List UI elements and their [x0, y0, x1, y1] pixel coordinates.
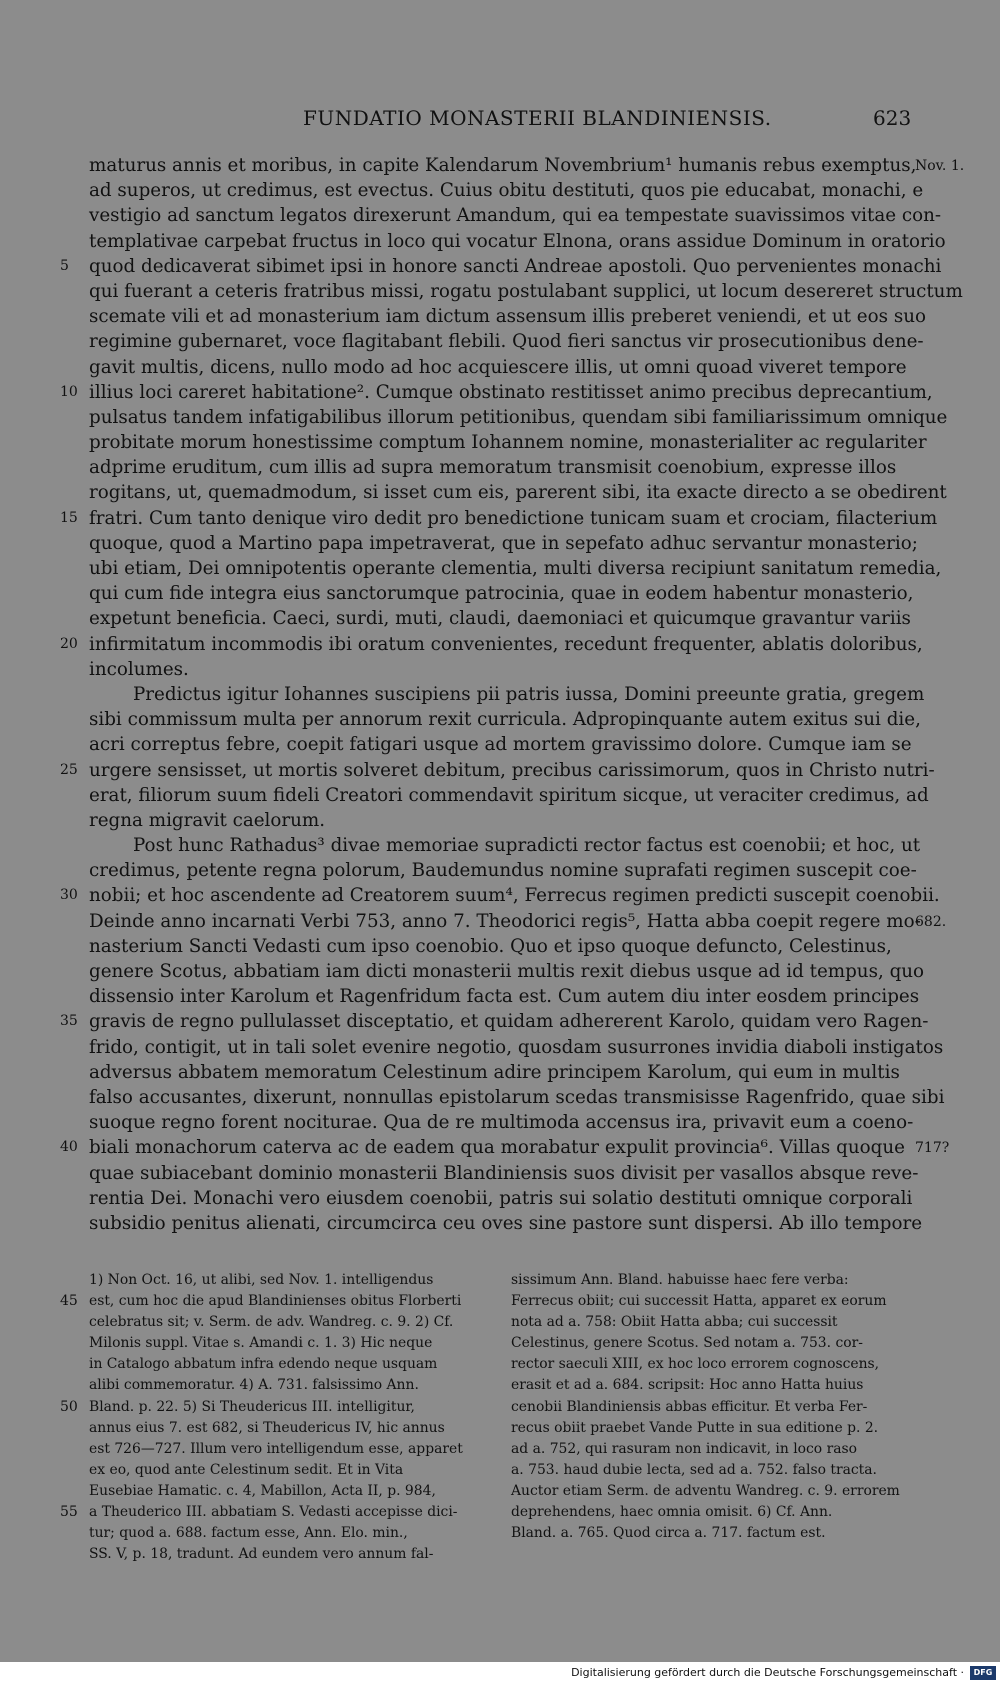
footnote-line: [511, 1270, 911, 1291]
margin-date-note: Nov. 1.: [915, 158, 965, 174]
text-line: [60, 1135, 950, 1160]
footnote-line: [89, 1312, 495, 1333]
text-line-content: infirmitatum incommodis ibi oratum convenientes, recedunt frequenter, ablatis doloribus,: [89, 633, 923, 655]
footnote-line-content: tur; quod a. 688. factum esse, Ann. Elo. min.,: [89, 1525, 408, 1542]
text-line: [89, 682, 925, 707]
footnote-line: [89, 1375, 495, 1396]
footnote-line-content: SS. V, p. 18, tradunt. Ad eundem vero annum fal-: [89, 1546, 434, 1563]
footnote-line-content: erasit et ad a. 684. scripsit: Hoc anno Hatta huius: [511, 1377, 864, 1394]
text-line: [60, 254, 942, 279]
footnote-line: [89, 1418, 495, 1439]
text-line-content: genere Scotus, abbatiam iam dicti monasterii multis rexit diebus usque ad id tempus, quo: [89, 961, 925, 982]
text-line: [89, 153, 965, 178]
text-line: [89, 279, 963, 304]
text-line-content: adversus abbatem memoratum Celestinum adire principem Karolum, qui eum in multis: [89, 1061, 900, 1083]
text-line-content: quoque, quod a Martino papa impetraverat, que in sepefato adhuc servantur monasterio;: [89, 532, 918, 554]
footnote-line: [511, 1291, 911, 1312]
text-line: [89, 1161, 919, 1186]
text-line-content: regna migravit caelorum.: [89, 809, 326, 831]
text-line-content: dissensio inter Karolum et Ragenfridum facta est. Cum autem diu inter eosdem principes: [89, 986, 920, 1008]
footnote-line-content: nota ad a. 758: Obiit Hatta abba; cui successit: [511, 1314, 838, 1331]
footnote-line: [89, 1523, 495, 1544]
text-line-content: scemate vili et ad monasterium iam dictum assensum illis preberet veniendi, et ut eos suo: [89, 306, 926, 328]
text-line: [89, 1085, 945, 1110]
footnote-line-content: est 726—727. Illum vero intelligendum esse, apparet: [89, 1440, 463, 1457]
footnote-line-content: in Catalogo abbatum infra edendo neque usquam: [89, 1356, 438, 1373]
text-line: [89, 909, 947, 934]
text-line: [60, 758, 935, 783]
footnotes-right-column: [511, 1270, 911, 1544]
text-line-content: urgere sensisset, ut mortis solveret debitum, precibus carissimorum, quos in Christo nutri-: [89, 759, 935, 781]
line-number: 35: [60, 1013, 78, 1030]
footnote-line: [511, 1460, 911, 1481]
text-line: [60, 380, 933, 405]
footnotes-left-column: [60, 1270, 495, 1565]
line-number: 50: [60, 1398, 78, 1415]
footer-credit: Digitalisierung gefördert durch die Deutsche Forschungsgemeinschaft ·: [571, 1666, 964, 1679]
footnote-line-content: annus eius 7. est 682, si Theudericus IV, hic annus: [89, 1419, 445, 1436]
text-line: [60, 632, 923, 657]
text-line: [89, 329, 924, 354]
text-line: [89, 783, 929, 808]
text-line: [89, 480, 947, 505]
footnote-line: [511, 1397, 911, 1418]
footnote-line: [511, 1312, 911, 1333]
footnote-line-content: Celestinus, genere Scotus. Sed notam a. 753. cor-: [511, 1335, 863, 1352]
text-line-content: suoque regno forent nociturae. Qua de re multimoda accensus ira, privavit eum a coeno-: [89, 1112, 914, 1134]
footnote-line-content: ad a. 752, qui rasuram non indicavit, in loco raso: [511, 1440, 857, 1457]
text-line: [89, 1060, 909, 1085]
text-line: [89, 858, 917, 883]
text-line: [89, 959, 925, 984]
text-line-content: gavit multis, dicens, nullo modo ad hoc acquiescere illis, ut omni quoad viveret tempore: [89, 356, 907, 378]
text-line: [89, 984, 920, 1009]
text-line-content: falso accusantes, dixerunt, nonnullas epistolarum scedas transmisisse Ragenfrido, quae sibi: [89, 1086, 945, 1108]
text-line: [89, 1186, 913, 1211]
text-line: [89, 203, 942, 228]
text-line-content: incolumes.: [89, 658, 189, 680]
text-line: [60, 506, 938, 531]
footnote-line-content: a. 753. haud dubie lecta, sed ad a. 752. falso tracta.: [511, 1461, 877, 1478]
footnote-line: [511, 1523, 911, 1544]
text-line: [89, 556, 942, 581]
text-line: [89, 531, 918, 556]
line-number: 45: [60, 1293, 78, 1310]
text-line-content: sibi commissum multa per annorum rexit curricula. Adpropinquante autem exitus sui die,: [89, 709, 921, 731]
text-line: [89, 304, 926, 329]
footnote-line: [60, 1291, 495, 1312]
footnote-line: [511, 1333, 911, 1354]
footnote-line-content: ex eo, quod ante Celestinum sedit. Et in Vita: [89, 1461, 404, 1478]
footnote-line: [89, 1460, 495, 1481]
text-line-content: gravis de regno pullulasset disceptatio, et quidam adhererent Karolo, quidam vero Ragen-: [89, 1011, 929, 1033]
text-line-content: erat, filiorum suum fideli Creatori commendavit spiritum sicque, ut veraciter credimus, ad: [89, 784, 929, 806]
line-number: 15: [60, 509, 78, 526]
text-line-content: rentia Dei. Monachi vero eiusdem coenobii, patris sui solatio destituti omnique corporali: [89, 1187, 913, 1209]
footnote-line: [511, 1375, 911, 1396]
footnote-line: [511, 1354, 911, 1375]
text-line-content: fratri. Cum tanto denique viro dedit pro benedictione tunicam suam et crociam, filacterium: [89, 507, 938, 529]
footnote-line-content: 1) Non Oct. 16, ut alibi, sed Nov. 1. intelligendus: [89, 1272, 434, 1288]
text-line-content: subsidio penitus alienati, circumcirca ceu oves sine pastore sunt dispersi. Ab illo tempore: [89, 1212, 923, 1234]
footnote-line-content: Bland. a. 765. Quod circa a. 717. factum est.: [511, 1525, 826, 1542]
text-line: [60, 883, 940, 908]
footnote-line-content: cenobii Blandiniensis abbas efficitur. Et verba Fer-: [511, 1398, 868, 1415]
footnote-line: [89, 1333, 495, 1354]
footnote-line: [511, 1418, 911, 1439]
footnote-line-content: Eusebiae Hamatic. c. 4, Mabillon, Acta II, p. 984,: [89, 1482, 436, 1499]
text-line: [60, 1009, 929, 1034]
footnote-line-content: rector saeculi XIII, ex hoc loco errorem cognoscens,: [511, 1356, 880, 1373]
page-header: [0, 106, 1000, 136]
text-line-content: regimine gubernaret, voce flagitabant flebili. Quod fieri sanctus vir prosecutionibus dene-: [89, 331, 924, 353]
text-line-content: rogitans, ut, quemadmodum, si isset cum eis, parerent sibi, ita exacte directo a se obedirent: [89, 482, 947, 504]
margin-date-note: 682.: [915, 913, 947, 930]
line-number: 55: [60, 1504, 78, 1521]
text-line-content: quae subiacebant dominio monasterii Blandiniensis suos divisit per vasallos absque reve-: [89, 1162, 919, 1184]
footnote-line-content: celebratus sit; v. Serm. de adv. Wandreg. c. 9. 2) Cf.: [89, 1314, 454, 1331]
text-line-content: acri correptus febre, coepit fatigari usque ad mortem gravissimo dolore. Cumque iam se: [89, 734, 912, 756]
text-line-content: ad superos, ut credimus, est evectus. Cuius obitu destituti, quos pie educabat, monachi, e: [89, 180, 924, 202]
footnote-line: [511, 1502, 911, 1523]
margin-date-note: 717?: [915, 1140, 950, 1157]
footer-bar: [0, 1665, 1000, 1683]
text-line: [89, 178, 924, 203]
text-line-content: quod dedicaverat sibimet ipsi in honore sancti Andreae apostoli. Quo pervenientes monachi: [89, 255, 942, 277]
text-line-content: nasterium Sancti Vedasti cum ipso coenobio. Quo et ipso quoque defuncto, Celestinus,: [89, 935, 892, 957]
line-number: 20: [60, 635, 78, 652]
text-line: [89, 808, 909, 833]
text-line: [89, 606, 909, 631]
text-line: [89, 229, 946, 254]
text-line: [89, 1110, 914, 1135]
text-line-content: adprime eruditum, cum illis ad supra memoratum transmisit coenobium, expresse illos: [89, 457, 897, 479]
text-line: [89, 657, 909, 682]
text-line: [89, 1035, 944, 1060]
footnote-line-content: Auctor etiam Serm. de adventu Wandreg. c. 9. errorem: [511, 1482, 900, 1499]
footnote-line-content: alibi commemoratur. 4) A. 731. falsissimo Ann.: [89, 1377, 419, 1394]
footnote-line: [511, 1439, 911, 1460]
text-line-content: qui fuerant a ceteris fratribus missi, rogatu postulabant supplici, ut locum desereret structum: [89, 280, 963, 302]
text-line-content: pulsatus tandem infatigabilibus illorum petitionibus, quendam sibi familiarissimum omnique: [89, 406, 948, 428]
running-title: FUNDATIO MONASTERII BLANDINIENSIS.: [303, 106, 772, 130]
footnote-line-content: a Theuderico III. abbatiam S. Vedasti accepisse dici-: [89, 1504, 458, 1521]
text-line: [89, 405, 948, 430]
text-line: [89, 1211, 923, 1236]
text-line: [89, 355, 909, 380]
text-line-content: credimus, petente regna polorum, Baudemundus nomine suprafati regimen suscepit coe-: [89, 860, 917, 882]
text-line-content: biali monachorum caterva ac de eadem qua morabatur expulit provincia⁶. Villas quoque: [89, 1137, 905, 1159]
line-number: 10: [60, 383, 78, 400]
text-line-content: Predictus igitur Iohannes suscipiens pii patris iussa, Domini preeunte gratia, gregem: [133, 683, 925, 705]
text-line-content: templativae carpebat fructus in loco qui vocatur Elnona, orans assidue Dominum in oratorio: [89, 230, 946, 252]
footnote-line: [89, 1439, 495, 1460]
text-line-content: maturus annis et moribus, in capite Kalendarum Novembrium¹ humanis rebus exemptus,: [89, 155, 917, 176]
text-line: [89, 833, 921, 858]
text-line-content: nobii; et hoc ascendente ad Creatorem suum⁴, Ferrecus regimen predicti suscepit coenobii.: [89, 885, 940, 907]
text-line: [89, 455, 909, 480]
text-line-content: vestigio ad sanctum legatos direxerunt Amandum, qui ea tempestate suavissimos vitae con-: [89, 205, 942, 227]
footnote-line-content: Milonis suppl. Vitae s. Amandi c. 1. 3) Hic neque: [89, 1335, 433, 1352]
text-line: [89, 581, 914, 606]
footnote-line: [89, 1354, 495, 1375]
footnote-line: [60, 1397, 495, 1418]
footnote-line: [511, 1481, 911, 1502]
text-line-content: illius loci careret habitatione². Cumque obstinato restitisset animo precibus deprecantium,: [89, 381, 933, 403]
line-number: 5: [60, 257, 69, 274]
footnote-line-content: deprehendens, haec omnia omisit. 6) Cf. Ann.: [511, 1504, 833, 1521]
text-line-content: qui cum fide integra eius sanctorumque patrocinia, quae in eodem habentur monasterio,: [89, 583, 914, 605]
main-text: [60, 153, 965, 1236]
footnote-line: [89, 1481, 495, 1502]
footnote-line: [89, 1270, 495, 1291]
footnote-line: [89, 1544, 495, 1565]
footnote-line-content: sissimum Ann. Bland. habuisse haec fere verba:: [511, 1272, 849, 1288]
text-line-content: probitate morum honestissime comptum Iohannem nomine, monasterialiter ac regulariter: [89, 432, 927, 454]
dfg-logo: DFG: [970, 1666, 996, 1680]
text-line-content: frido, contigit, ut in tali solet evenire negotio, quosdam susurrones invidia diaboli instigatos: [89, 1036, 944, 1058]
footnote-line-content: recus obiit praebet Vande Putte in sua editione p. 2.: [511, 1419, 879, 1436]
footnote-line-content: Ferrecus obiit; cui successit Hatta, apparet ex eorum: [511, 1293, 887, 1310]
text-line-content: expetunt beneficia. Caeci, surdi, muti, claudi, daemoniaci et quicumque gravantur variis: [89, 608, 911, 630]
footnote-line-content: est, cum hoc die apud Blandinienses obitus Florberti: [89, 1293, 462, 1310]
line-number: 40: [60, 1139, 78, 1156]
text-line: [89, 430, 927, 455]
line-number: 30: [60, 887, 78, 904]
text-line: [89, 707, 921, 732]
text-line: [89, 934, 909, 959]
footnote-line: [60, 1502, 495, 1523]
text-line-content: Post hunc Rathadus³ divae memoriae supradicti rector factus est coenobii; et hoc, ut: [133, 835, 921, 857]
page-number: 623: [873, 106, 912, 130]
text-line-content: Deinde anno incarnati Verbi 753, anno 7. Theodorici regis⁵, Hatta abba coepit regere mo-: [89, 910, 921, 932]
text-line-content: ubi etiam, Dei omnipotentis operante clementia, multi diversa recipiunt sanitatum remedia,: [89, 558, 942, 579]
text-line: [89, 732, 912, 757]
footnote-line-content: Bland. p. 22. 5) Si Theudericus III. intelligitur,: [89, 1398, 415, 1415]
line-number: 25: [60, 761, 78, 778]
